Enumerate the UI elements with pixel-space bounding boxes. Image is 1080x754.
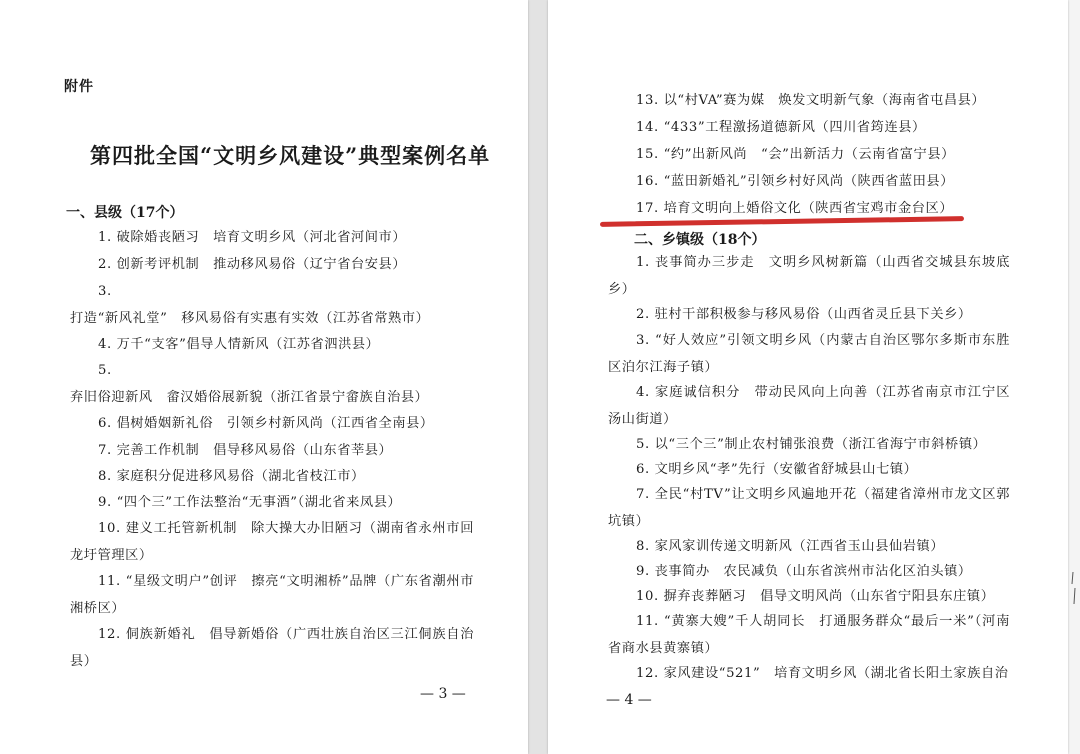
list-item xyxy=(608,608,1010,662)
list-item xyxy=(70,251,474,278)
item-text: “好人效应”引领文明乡风（内蒙古自治区鄂尔多斯市东胜区泊尔江海子镇） xyxy=(608,333,1010,375)
item-number: 13. xyxy=(636,93,659,108)
list-item xyxy=(70,357,474,411)
list-item xyxy=(608,558,1010,585)
section-heading-township: 二、乡镇级（18个） xyxy=(634,232,766,248)
item-text: 以“村VA”赛为媒 焕发文明新气象（海南省屯昌县） xyxy=(663,93,986,108)
page-number: — 3 — xyxy=(420,686,466,702)
item-text: 创新考评机制 推动移风易俗（辽宁省台安县） xyxy=(116,257,407,272)
item-number: 10. xyxy=(98,521,121,536)
item-text: 建义工托管新机制 除大操大办旧陋习（湖南省永州市回龙圩管理区） xyxy=(70,521,475,563)
item-number: 1. xyxy=(636,255,650,270)
list-item xyxy=(608,431,1010,458)
item-number: 6. xyxy=(636,462,650,477)
document-title: 第四批全国“文明乡风建设”典型案例名单 xyxy=(90,143,491,168)
item-text: 驻村干部积极参与移风易俗（山西省灵丘县下关乡） xyxy=(654,307,972,322)
item-text: 家庭积分促进移风易俗（湖北省枝江市） xyxy=(116,469,365,484)
list-item xyxy=(70,568,474,622)
list-item xyxy=(608,456,1010,483)
item-number: 6. xyxy=(98,416,112,431)
page-gap xyxy=(528,0,548,754)
item-number: 4. xyxy=(636,385,650,400)
list-item xyxy=(70,331,474,358)
item-text: 完善工作机制 倡导移风易俗（山东省莘县） xyxy=(116,443,393,458)
list-item xyxy=(608,583,1010,610)
item-number: 3. xyxy=(636,333,650,348)
list-item xyxy=(608,87,1010,114)
list-item xyxy=(70,463,474,490)
item-text: 家风家训传递文明新风（江西省玉山县仙岩镇） xyxy=(654,539,945,554)
item-number: 2. xyxy=(98,257,112,272)
page-edge-mark-icon xyxy=(1070,570,1078,606)
item-text: “星级文明户”创评 擦亮“文明湘桥”品牌（广东省潮州市湘桥区） xyxy=(70,574,474,616)
item-text: 摒弃丧葬陋习 倡导文明风尚（山东省宁阳县东庄镇） xyxy=(663,589,995,604)
list-item xyxy=(608,168,1010,195)
item-number: 16. xyxy=(636,174,659,189)
item-number: 14. xyxy=(636,120,659,135)
item-number: 15. xyxy=(636,147,659,162)
item-text: 全民“村TV”让文明乡风遍地开花（福建省漳州市龙文区郭坑镇） xyxy=(608,487,1010,529)
list-item xyxy=(608,249,1010,303)
item-number: 2. xyxy=(636,307,650,322)
list-item xyxy=(608,379,1010,433)
list-item xyxy=(608,327,1010,381)
list-item xyxy=(608,301,1010,328)
item-text: “黄寨大嫂”千人胡同长 打通服务群众“最后一米”（河南省商水县黄寨镇） xyxy=(608,614,1010,656)
list-item xyxy=(70,489,474,516)
page-number: — 4 — xyxy=(606,692,652,708)
item-text: 家庭诚信积分 带动民风向上向善（江苏省南京市江宁区汤山街道） xyxy=(608,385,1011,427)
list-item xyxy=(608,533,1010,560)
item-number: 4. xyxy=(98,337,112,352)
item-number: 12. xyxy=(636,666,659,681)
item-number: 10. xyxy=(636,589,659,604)
list-item xyxy=(608,114,1010,141)
next-page-edge xyxy=(1068,0,1080,754)
document-page-right xyxy=(548,0,1068,754)
item-text: 以“三个三”制止农村铺张浪费（浙江省海宁市斜桥镇） xyxy=(654,437,987,452)
item-number: 11. xyxy=(636,614,659,629)
list-item xyxy=(608,660,1010,687)
item-text: 弃旧俗迎新风 畲汉婚俗展新貌（浙江省景宁畲族自治县） xyxy=(70,390,429,405)
list-item xyxy=(608,481,1010,535)
item-number: 11. xyxy=(98,574,121,589)
item-text: 万千“支客”倡导人情新风（江苏省泗洪县） xyxy=(116,337,380,352)
item-text: “蓝田新婚礼”引领乡村好风尚（陕西省蓝田县） xyxy=(663,174,955,189)
document-page-left xyxy=(0,0,528,754)
list-item xyxy=(70,278,474,332)
item-number: 7. xyxy=(636,487,650,502)
item-number: 7. xyxy=(98,443,112,458)
item-text: 侗族新婚礼 倡导新婚俗（广西壮族自治区三江侗族自治县） xyxy=(70,627,475,669)
list-item xyxy=(70,621,474,675)
item-number: 1. xyxy=(98,230,112,245)
item-text: “四个三”工作法整治“无事酒”（湖北省来凤县） xyxy=(116,495,402,510)
list-item xyxy=(70,410,474,437)
item-text: 文明乡风“孝”先行（安徽省舒城县山七镇） xyxy=(654,462,918,477)
item-number: 3. xyxy=(98,284,112,299)
item-text: 打造“新风礼堂” 移风易俗有实惠有实效（江苏省常熟市） xyxy=(70,311,430,326)
list-item xyxy=(70,437,474,464)
item-text: “433”工程激扬道德新风（四川省筠连县） xyxy=(663,120,926,135)
item-number: 5. xyxy=(636,437,650,452)
item-text: 破除婚丧陋习 培育文明乡风（河北省河间市） xyxy=(116,230,407,245)
section-heading-county: 一、县级（17个） xyxy=(66,205,184,221)
item-text: 丧事简办三步走 文明乡风树新篇（山西省交城县东坡底乡） xyxy=(608,255,1011,297)
item-text: 丧事简办 农民减负（山东省滨州市沾化区泊头镇） xyxy=(654,564,972,579)
attachment-label: 附件 xyxy=(64,79,94,95)
item-text: 家风建设“521” 培育文明乡风（湖北省长阳土家族自治 xyxy=(663,666,1009,681)
list-item xyxy=(70,224,474,251)
item-number: 9. xyxy=(636,564,650,579)
item-number: 8. xyxy=(636,539,650,554)
list-item xyxy=(608,141,1010,168)
item-text: 倡树婚姻新礼俗 引领乡村新风尚（江西省全南县） xyxy=(116,416,434,431)
item-text: “约”出新风尚 “会”出新活力（云南省富宁县） xyxy=(663,147,955,162)
item-number: 9. xyxy=(98,495,112,510)
list-item xyxy=(70,515,474,569)
item-number: 17. xyxy=(636,201,659,216)
item-number: 12. xyxy=(98,627,121,642)
item-number: 5. xyxy=(98,363,112,378)
item-text: 培育文明向上婚俗文化（陕西省宝鸡市金台区） xyxy=(663,201,954,216)
item-number: 8. xyxy=(98,469,112,484)
